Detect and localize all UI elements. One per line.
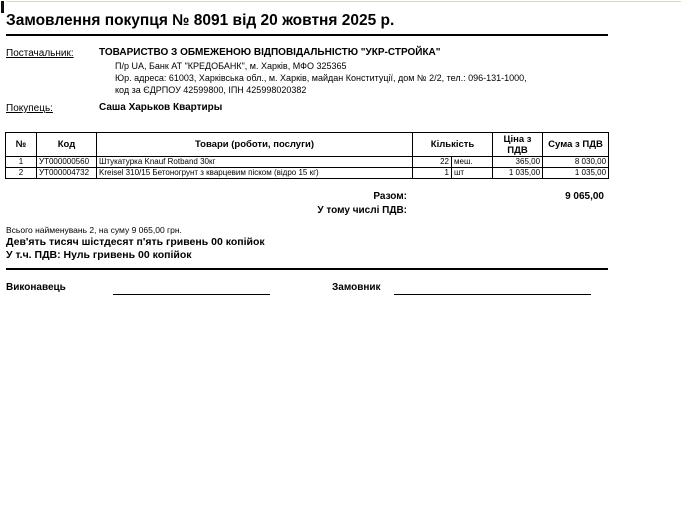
vat-label: У тому числі ПДВ: <box>317 205 407 216</box>
total-value: 9 065,00 <box>565 191 604 202</box>
supplier-name: ТОВАРИСТВО З ОБМЕЖЕНОЮ ВІДПОВІДАЛЬНІСТЮ "УКР-СТРОЙКА" <box>99 47 441 58</box>
row-code: УТ000004732 <box>37 168 97 179</box>
customer-label: Замовник <box>332 282 381 293</box>
row-code: УТ000000560 <box>37 157 97 168</box>
header-sum: Сума з ПДВ <box>543 133 609 157</box>
table-row <box>6 157 609 168</box>
supplier-address: Юр. адреса: 61003, Харківська обл., м. Харків, майдан Конституції, дом № 2/2, тел.: 096-131-1000, <box>115 73 527 83</box>
table-header-row <box>6 133 609 157</box>
header-code: Код <box>37 133 97 157</box>
row-name: Kreisel 310/15 Бетоногрунт з кварцевим піском (відро 15 кг) <box>97 168 413 179</box>
header-qty: Кількість <box>413 133 493 157</box>
header-price: Ціна з ПДВ <box>493 133 543 157</box>
supplier-bank: П/р UA, Банк АТ "КРЕДОБАНК", м. Харків, МФО 325365 <box>115 61 347 71</box>
top-border <box>6 1 681 2</box>
text-cursor <box>1 1 4 13</box>
row-num: 2 <box>6 168 37 179</box>
row-price: 1 035,00 <box>493 168 543 179</box>
header-num: № <box>6 133 37 157</box>
amount-in-words: Дев'ять тисяч шістдесят п'ять гривень 00 копійок <box>6 236 265 248</box>
supplier-codes: код за ЄДРПОУ 42599800, ІПН 425998020382 <box>115 85 307 95</box>
customer-signature-line <box>394 294 591 295</box>
row-num: 1 <box>6 157 37 168</box>
header-goods: Товари (роботи, послуги) <box>97 133 413 157</box>
executor-signature-line <box>113 294 270 295</box>
document-title: Замовлення покупця № 8091 від 20 жовтня 2025 р. <box>6 12 395 29</box>
row-unit: меш. <box>452 157 493 168</box>
vat-in-words: У т.ч. ПДВ: Нуль гривень 00 копійок <box>6 249 192 261</box>
title-underline <box>6 34 608 36</box>
row-unit: шт <box>452 168 493 179</box>
summary-rule <box>6 268 608 270</box>
row-price: 365,00 <box>493 157 543 168</box>
row-name: Штукатурка Knauf Rotband 30кг <box>97 157 413 168</box>
row-sum: 8 030,00 <box>543 157 609 168</box>
buyer-label: Покупець: <box>6 103 53 114</box>
row-qty: 22 <box>413 157 452 168</box>
items-table <box>5 132 609 179</box>
supplier-label: Постачальник: <box>6 48 74 59</box>
table-row <box>6 168 609 179</box>
row-sum: 1 035,00 <box>543 168 609 179</box>
total-label: Разом: <box>373 191 407 202</box>
buyer-name: Саша Харьков Квартиры <box>99 102 223 113</box>
items-count-line: Всього найменувань 2, на суму 9 065,00 грн. <box>6 225 182 235</box>
executor-label: Виконавець <box>6 282 66 293</box>
row-qty: 1 <box>413 168 452 179</box>
